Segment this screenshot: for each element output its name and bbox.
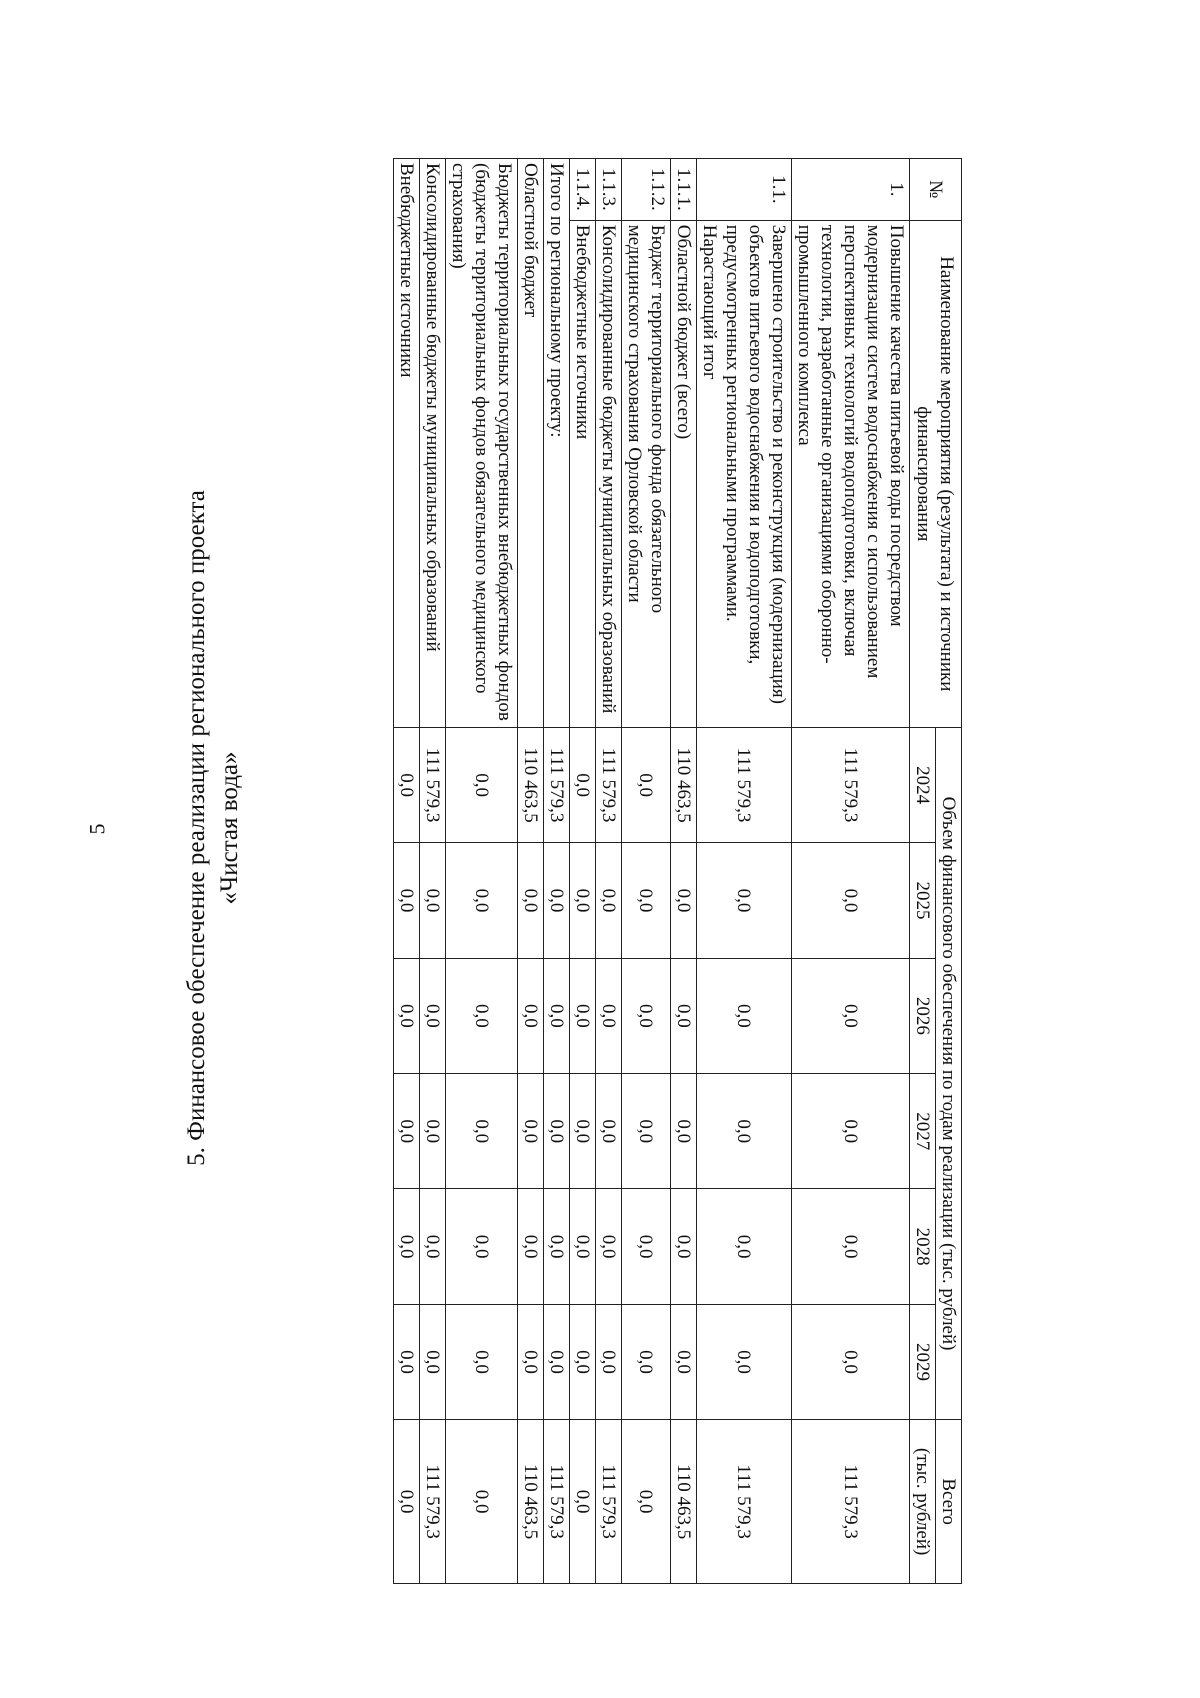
summary-name: Бюджеты территориальных государственных внебюджетных фондов (бюджеты территориальных фондов обязательного медицинского страхования) <box>446 159 518 728</box>
row-value: 0,0 <box>622 1304 671 1419</box>
row-value: 0,0 <box>697 1074 792 1189</box>
summary-value: 111 579,3 <box>420 727 446 842</box>
row-value: 0,0 <box>622 1189 671 1304</box>
summary-value: 0,0 <box>544 958 570 1073</box>
header-row-1 <box>936 159 962 1584</box>
summary-name: Итого по региональному проекту: <box>544 159 570 728</box>
summary-value: 0,0 <box>420 843 446 958</box>
row-name: Бюджет территориального фонда обязательного медицинского страхования Орловской области <box>622 220 671 727</box>
header-year: 2028 <box>910 1189 936 1304</box>
header-year: 2024 <box>910 727 936 842</box>
summary-value: 0,0 <box>394 1189 420 1304</box>
row-value: 0,0 <box>570 843 596 958</box>
row-value: 0,0 <box>697 1189 792 1304</box>
summary-value: 0,0 <box>394 1074 420 1189</box>
row-total: 111 579,3 <box>697 1420 792 1584</box>
row-value: 0,0 <box>792 958 910 1073</box>
financing-table <box>393 158 962 1584</box>
summary-value: 0,0 <box>446 1189 518 1304</box>
summary-value: 110 463,5 <box>518 727 544 842</box>
table-row <box>596 159 622 1584</box>
row-value: 0,0 <box>570 1074 596 1189</box>
summary-row <box>420 159 446 1584</box>
row-name: Повышение качества питьевой воды посредством модернизации систем водоснабжения с использованием перспективных технологий водоподготовки, включая технологии, разработанные организациями оборонно-промышленного комплекса <box>792 220 910 727</box>
summary-row <box>518 159 544 1584</box>
row-value: 111 579,3 <box>596 727 622 842</box>
row-number: 1.1.3. <box>596 159 622 221</box>
row-value: 0,0 <box>697 843 792 958</box>
row-value: 110 463,5 <box>671 727 697 842</box>
row-value: 0,0 <box>697 958 792 1073</box>
summary-name: Консолидированные бюджеты муниципальных образований <box>420 159 446 728</box>
summary-row <box>446 159 518 1584</box>
row-value: 0,0 <box>792 1074 910 1189</box>
header-year: 2029 <box>910 1304 936 1419</box>
summary-name: Внебюджетные источники <box>394 159 420 728</box>
row-value: 0,0 <box>792 843 910 958</box>
summary-total: 0,0 <box>446 1420 518 1584</box>
summary-total: 111 579,3 <box>420 1420 446 1584</box>
header-year: 2027 <box>910 1074 936 1189</box>
row-value: 0,0 <box>671 1189 697 1304</box>
title-line-2: «Чистая вода» <box>216 751 243 905</box>
summary-total: 110 463,5 <box>518 1420 544 1584</box>
row-value: 0,0 <box>622 843 671 958</box>
page-number: 5 <box>84 823 110 835</box>
header-total-unit: (тыс. рублей) <box>910 1420 936 1584</box>
row-total: 0,0 <box>622 1420 671 1584</box>
row-value: 111 579,3 <box>697 727 792 842</box>
row-value: 0,0 <box>671 843 697 958</box>
summary-value: 0,0 <box>420 958 446 1073</box>
row-value: 0,0 <box>622 727 671 842</box>
header-total: Всего <box>936 1420 962 1584</box>
summary-value: 0,0 <box>544 1304 570 1419</box>
row-number: 1.1. <box>697 159 792 221</box>
row-value: 0,0 <box>622 1074 671 1189</box>
summary-value: 0,0 <box>518 843 544 958</box>
row-name: Областной бюджет (всего) <box>671 220 697 727</box>
header-volume: Объем финансового обеспечения по годам реализации (тыс. рублей) <box>936 727 962 1419</box>
row-value: 0,0 <box>570 727 596 842</box>
row-value: 0,0 <box>596 958 622 1073</box>
summary-value: 0,0 <box>544 1074 570 1189</box>
row-name: Завершено строительство и реконструкция (модернизация) объектов питьевого водоснабжения и водоподготовки, предусмотренных региональными программами. Нарастающий итог <box>697 220 792 727</box>
summary-value: 0,0 <box>518 958 544 1073</box>
row-value: 0,0 <box>570 1304 596 1419</box>
row-number: 1. <box>792 159 910 221</box>
summary-row <box>544 159 570 1584</box>
table-row <box>622 159 671 1584</box>
table-row <box>792 159 910 1584</box>
summary-value: 0,0 <box>446 727 518 842</box>
row-name: Внебюджетные источники <box>570 220 596 727</box>
row-value: 0,0 <box>792 1189 910 1304</box>
row-value: 0,0 <box>596 1189 622 1304</box>
summary-value: 0,0 <box>420 1304 446 1419</box>
row-value: 0,0 <box>596 843 622 958</box>
row-number: 1.1.1. <box>671 159 697 221</box>
summary-value: 0,0 <box>544 843 570 958</box>
summary-value: 0,0 <box>394 1304 420 1419</box>
row-value: 0,0 <box>671 1074 697 1189</box>
row-value: 0,0 <box>671 958 697 1073</box>
table-row <box>671 159 697 1584</box>
summary-name: Областной бюджет <box>518 159 544 728</box>
summary-total: 0,0 <box>394 1420 420 1584</box>
summary-value: 0,0 <box>394 958 420 1073</box>
row-value: 0,0 <box>596 1074 622 1189</box>
row-name: Консолидированные бюджеты муниципальных образований <box>596 220 622 727</box>
row-value: 0,0 <box>671 1304 697 1419</box>
table-row <box>570 159 596 1584</box>
financing-table-wrapper <box>393 158 962 1584</box>
summary-value: 0,0 <box>518 1304 544 1419</box>
summary-value: 0,0 <box>446 843 518 958</box>
row-number: 1.1.4. <box>570 159 596 221</box>
row-number: 1.1.2. <box>622 159 671 221</box>
summary-value: 0,0 <box>518 1189 544 1304</box>
summary-value: 0,0 <box>420 1074 446 1189</box>
header-year: 2025 <box>910 843 936 958</box>
table-body <box>394 159 910 1584</box>
row-value: 0,0 <box>697 1304 792 1419</box>
header-name: Наименование мероприятия (результата) и источники финансирования <box>910 220 962 727</box>
row-value: 0,0 <box>570 958 596 1073</box>
summary-value: 0,0 <box>544 1189 570 1304</box>
row-total: 111 579,3 <box>596 1420 622 1584</box>
table-row <box>697 159 792 1584</box>
row-total: 0,0 <box>570 1420 596 1584</box>
page-title <box>180 388 250 1268</box>
title-line-1: 5. Финансовое обеспечение реализации регионального проекта <box>183 490 210 1166</box>
summary-total: 111 579,3 <box>544 1420 570 1584</box>
row-value: 0,0 <box>570 1189 596 1304</box>
summary-row <box>394 159 420 1584</box>
summary-value: 0,0 <box>446 1304 518 1419</box>
row-value: 0,0 <box>792 1304 910 1419</box>
summary-value: 0,0 <box>446 1074 518 1189</box>
header-year: 2026 <box>910 958 936 1073</box>
row-total: 110 463,5 <box>671 1420 697 1584</box>
summary-value: 0,0 <box>446 958 518 1073</box>
row-value: 0,0 <box>622 958 671 1073</box>
summary-value: 111 579,3 <box>544 727 570 842</box>
summary-value: 0,0 <box>394 843 420 958</box>
summary-value: 0,0 <box>518 1074 544 1189</box>
row-value: 111 579,3 <box>792 727 910 842</box>
summary-value: 0,0 <box>420 1189 446 1304</box>
header-num: № <box>910 159 962 221</box>
row-total: 111 579,3 <box>792 1420 910 1584</box>
row-value: 0,0 <box>596 1304 622 1419</box>
summary-value: 0,0 <box>394 727 420 842</box>
